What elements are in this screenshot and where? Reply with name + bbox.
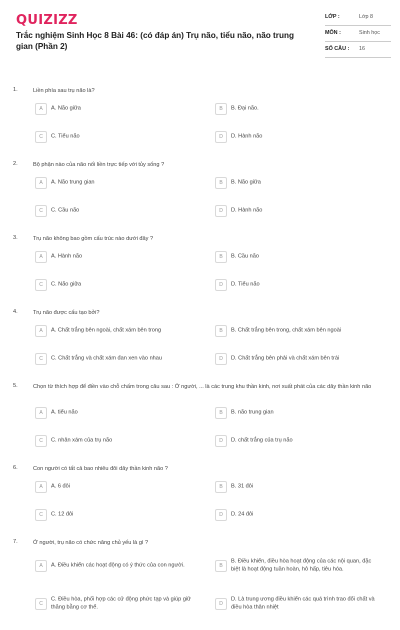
quizizz-logo[interactable]: QUIZIZZ (16, 13, 78, 28)
option-text: C. Điều hòa, phối hợp các cử động phức tạp và giúp giữ thăng bằng cơ thể. (51, 596, 191, 610)
option-text: A. Não trung gian (51, 179, 95, 186)
option-letter: B (215, 103, 227, 115)
option-text: B. Cầu não (231, 253, 259, 260)
question-3 (0, 232, 400, 296)
option-letter: D (215, 279, 227, 291)
option-b[interactable] (215, 476, 385, 498)
option-a[interactable] (35, 320, 205, 342)
question-2 (0, 158, 400, 222)
meta-row-subject (325, 26, 391, 42)
option-letter: B (215, 177, 227, 189)
option-text: D. Chất trắng bên phải và chất xám bên trái (231, 355, 340, 362)
meta-value: 16 (359, 46, 365, 52)
option-d[interactable] (215, 504, 385, 526)
option-d[interactable] (215, 274, 385, 296)
option-text: C. Não giữa (51, 281, 82, 288)
page-title: Trắc nghiệm Sinh Học 8 Bài 46: (có đáp án) Trụ não, tiểu não, não trung gian (Phần 2) (16, 31, 294, 51)
option-text: C. Cầu não (51, 207, 80, 214)
meta-panel (325, 10, 391, 58)
option-letter: C (35, 435, 47, 447)
option-text: A. Não giữa (51, 105, 81, 112)
question-7 (0, 536, 400, 620)
option-text: B. 31 đôi (231, 483, 254, 490)
option-b[interactable] (215, 98, 385, 120)
option-text: B. Não giữa (231, 179, 261, 186)
option-letter: B (215, 407, 227, 419)
option-letter: A (35, 560, 47, 572)
option-text: A. Điều khiển các hoạt động có ý thức của con người. (51, 562, 185, 569)
option-letter: B (215, 325, 227, 337)
option-c[interactable] (35, 200, 205, 222)
meta-row-class (325, 10, 391, 26)
option-letter: C (35, 598, 47, 610)
option-letter: B (215, 251, 227, 263)
option-a[interactable] (35, 98, 205, 120)
option-text: A. 6 đôi (51, 483, 70, 490)
question-text: Bộ phận nào của não nối liền trực tiếp với tủy sống ? (33, 162, 165, 168)
question-6 (0, 462, 400, 526)
option-text: C. 12 đôi (51, 511, 74, 518)
option-b[interactable] (215, 172, 385, 194)
option-text: D. chất trắng của trụ não (231, 437, 293, 444)
option-text: D. Hành não (231, 133, 263, 140)
meta-key: MÔN : (325, 30, 341, 36)
meta-value: Sinh học (359, 30, 380, 36)
question-number: 3. (13, 235, 18, 241)
question-5 (0, 380, 400, 452)
option-text: D. Tiểu não (231, 281, 260, 288)
option-text: B. não trung gian (231, 409, 274, 416)
question-text: Liền phía sau trụ não là? (33, 88, 95, 94)
option-d[interactable] (215, 348, 385, 370)
option-letter: A (35, 325, 47, 337)
option-b[interactable] (215, 246, 385, 268)
option-a[interactable] (35, 402, 205, 424)
question-number: 1. (13, 87, 18, 93)
option-letter: B (215, 560, 227, 572)
question-number: 7. (13, 539, 18, 545)
question-text: Chọn từ thích hợp để điền vào chỗ chấm trong câu sau : Ở người, ... là các trung khu thần kinh, nơi xuất phát của các dây thần kinh não (33, 384, 372, 390)
option-letter: C (35, 279, 47, 291)
option-text: B. Điều khiển, điều hòa hoạt động của các nội quan, đặc biệt là hoạt động tuần hoàn, hô hấp, tiêu hóa. (231, 558, 372, 572)
option-c[interactable] (35, 430, 205, 452)
option-c[interactable] (35, 348, 205, 370)
option-letter: A (35, 251, 47, 263)
option-text: A. Chất trắng bên ngoài, chất xám bên trong (51, 327, 162, 334)
option-letter: B (215, 481, 227, 493)
option-letter: A (35, 177, 47, 189)
option-letter: C (35, 353, 47, 365)
option-letter: C (35, 205, 47, 217)
option-a[interactable] (35, 246, 205, 268)
option-text: B. Đại não. (231, 105, 259, 112)
question-number: 5. (13, 383, 18, 389)
option-text: C. nhân xám của trụ não (51, 437, 113, 444)
option-text: D. Hành não (231, 207, 263, 214)
question-number: 2. (13, 161, 18, 167)
question-text: Ở người, trụ não có chức năng chủ yếu là gì ? (33, 540, 149, 546)
option-b[interactable] (215, 550, 385, 582)
option-a[interactable] (35, 550, 205, 582)
question-list (0, 84, 400, 630)
option-letter: C (35, 131, 47, 143)
option-letter: D (215, 353, 227, 365)
option-d[interactable] (215, 588, 385, 620)
option-d[interactable] (215, 126, 385, 148)
option-c[interactable] (35, 504, 205, 526)
question-text: Trụ não được cấu tạo bởi? (33, 310, 100, 316)
option-c[interactable] (35, 274, 205, 296)
option-letter: A (35, 103, 47, 115)
option-b[interactable] (215, 320, 385, 342)
option-text: D. 24 đôi (231, 511, 254, 518)
meta-row-count (325, 42, 391, 58)
option-c[interactable] (35, 588, 205, 620)
question-1 (0, 84, 400, 148)
option-text: A. Hành não (51, 253, 83, 260)
option-text: D. Là trung ương điều khiển các quá trình trao đổi chất và điều hòa thân nhiệt (231, 596, 375, 610)
option-text: A. tiểu não (51, 409, 78, 416)
option-text: C. Tiểu não (51, 133, 80, 140)
worksheet-header (0, 0, 400, 80)
option-c[interactable] (35, 126, 205, 148)
meta-key: LỚP : (325, 14, 340, 20)
question-number: 4. (13, 309, 18, 315)
option-d[interactable] (215, 430, 385, 452)
option-text: C. Chất trắng và chất xám đan xen vào nhau (51, 355, 163, 362)
meta-key: SỐ CÂU : (325, 46, 350, 52)
option-letter: A (35, 407, 47, 419)
option-letter: D (215, 598, 227, 610)
option-letter: C (35, 509, 47, 521)
option-letter: A (35, 481, 47, 493)
question-text: Trụ não không bao gồm cấu trúc nào dưới đây ? (33, 236, 154, 242)
meta-value: Lớp 8 (359, 14, 374, 20)
question-number: 6. (13, 465, 18, 471)
option-b[interactable] (215, 402, 385, 424)
option-letter: D (215, 205, 227, 217)
option-text: B. Chất trắng bên trong, chất xám bên ngoài (231, 327, 342, 334)
option-a[interactable] (35, 172, 205, 194)
option-letter: D (215, 509, 227, 521)
option-d[interactable] (215, 200, 385, 222)
question-text: Con người có tất cả bao nhiêu đôi dây thần kinh não ? (33, 466, 168, 472)
question-4 (0, 306, 400, 370)
option-a[interactable] (35, 476, 205, 498)
option-letter: D (215, 131, 227, 143)
option-letter: D (215, 435, 227, 447)
